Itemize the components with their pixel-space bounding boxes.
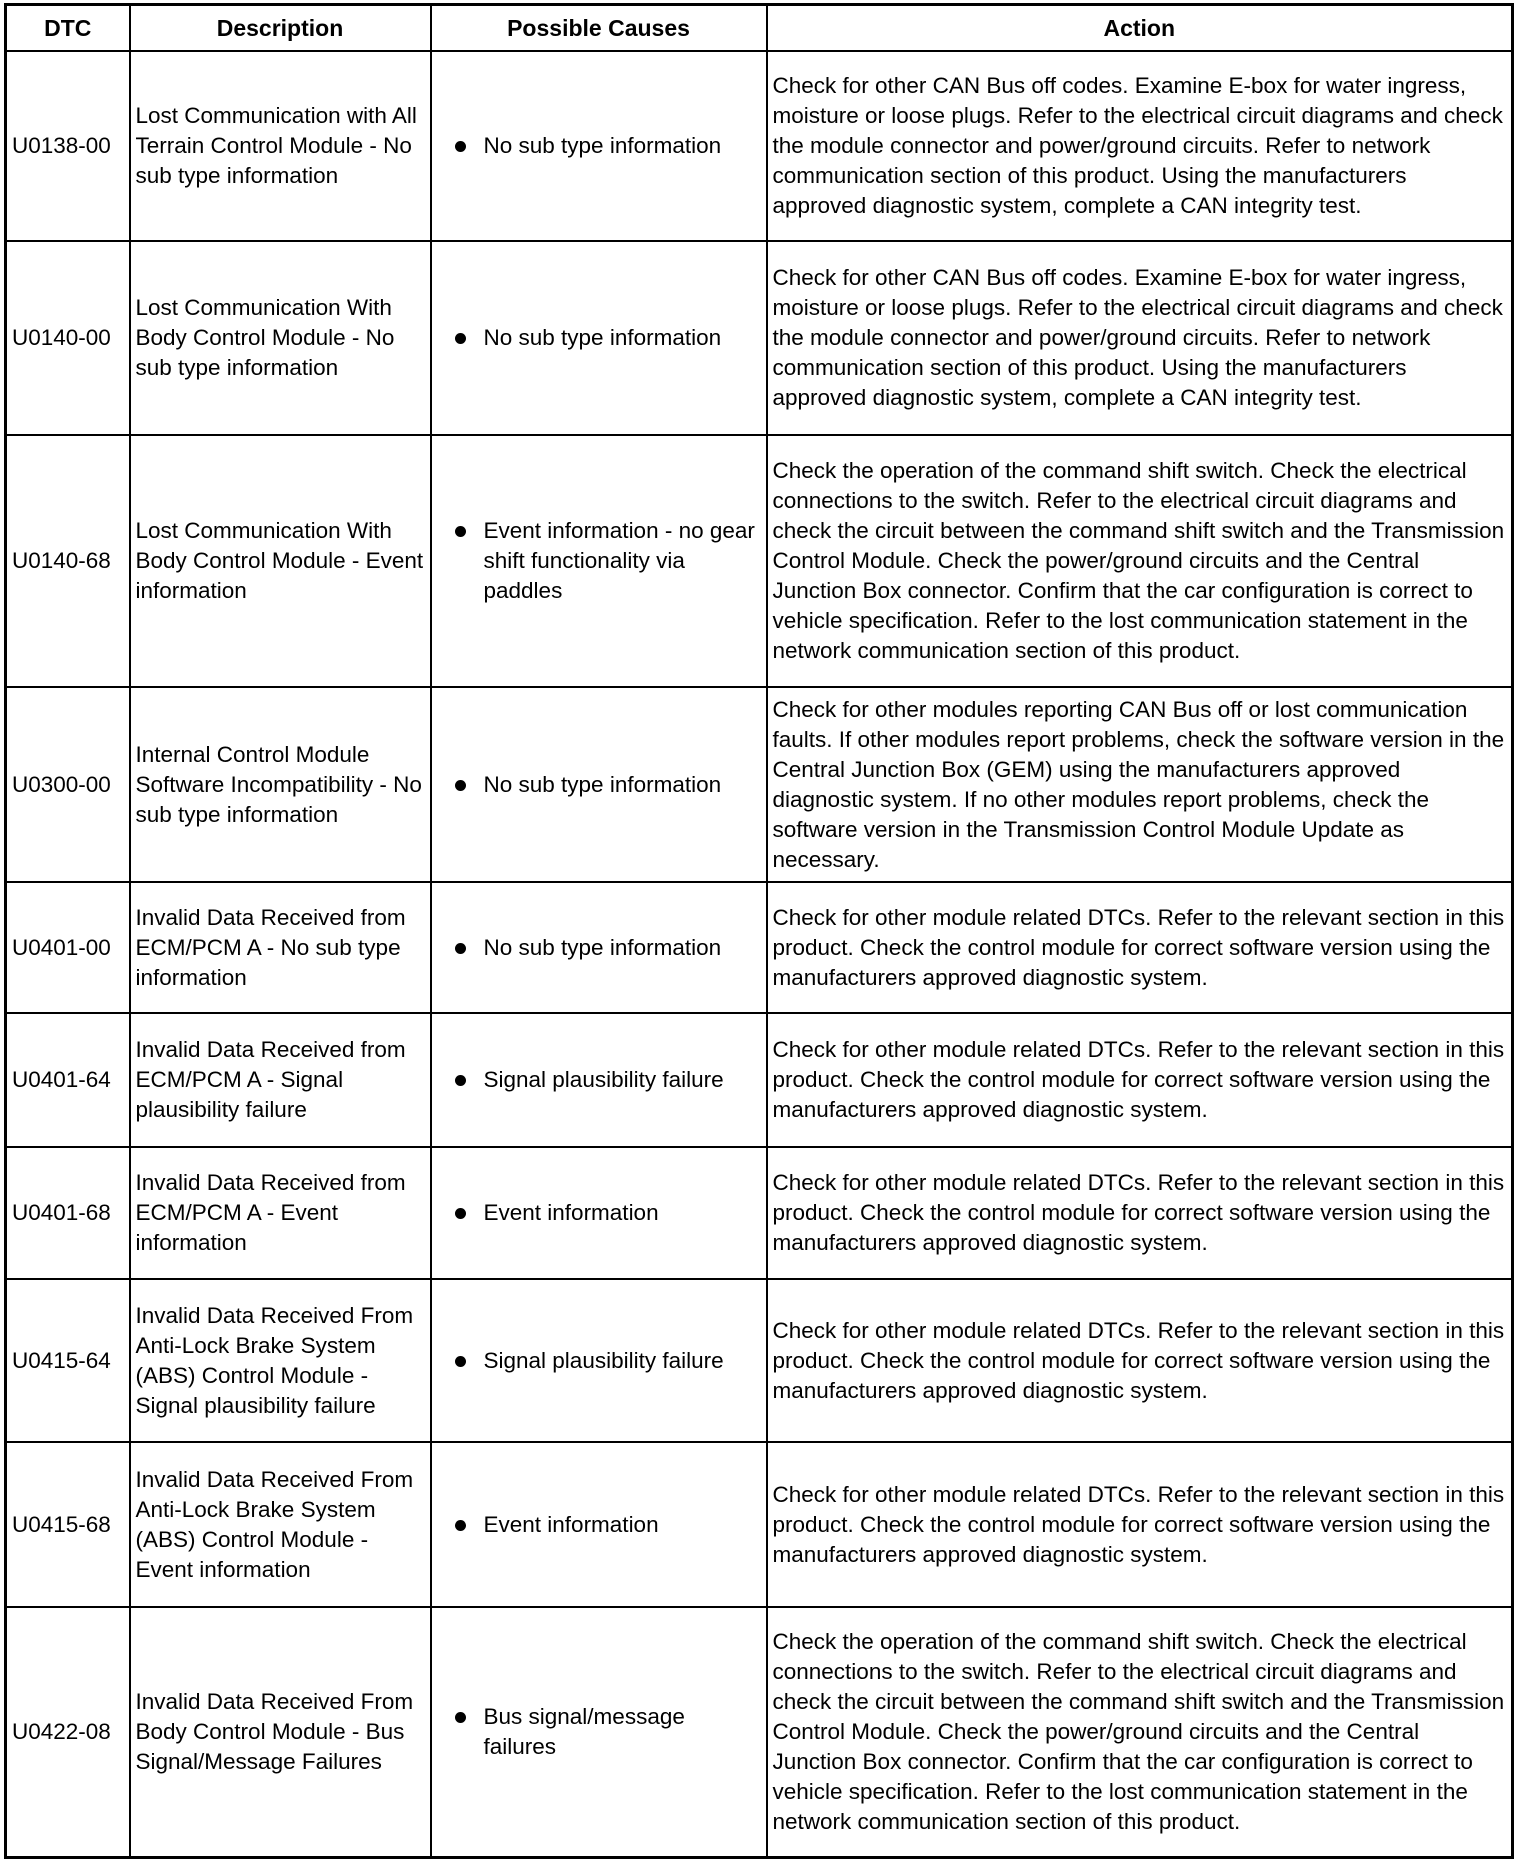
possible-cause: Signal plausibility failure [483,1347,724,1373]
dtc-code: U0401-68 [6,1147,130,1279]
table-row [6,1013,1513,1147]
bullet-icon [455,1712,466,1723]
bullet-icon [455,943,466,954]
action: Check the operation of the command shift switch. Check the electrical connections to the switch. Refer to the electrical circuit diagrams and check the circuit between the command shift switch and the Transmission Control Module. Check the power/ground circuits and the Central Junction Box connector. Confirm that the car configuration is correct to vehicle specification. Refer to the lost communication statement in the network communication section of this product. [767,1607,1513,1857]
action: Check for other module related DTCs. Refer to the relevant section in this product. Check the control module for correct software version using the manufacturers approved diagnostic system. [767,1147,1513,1279]
dtc-code: U0140-68 [6,435,130,687]
possible-cause: Event information - no gear shift functionality via paddles [483,518,755,603]
bullet-icon [455,1208,466,1219]
action: Check for other CAN Bus off codes. Examine E-box for water ingress, moisture or loose plugs. Refer to the electrical circuit diagrams and check the module connector and power/ground circuits. Refer to network communication section of this product. Using the manufacturers approved diagnostic system, complete a CAN integrity test. [767,51,1513,241]
bullet-icon [455,1075,466,1086]
bullet-icon [455,141,466,152]
header-dtc: DTC [6,5,130,52]
action: Check for other module related DTCs. Refer to the relevant section in this product. Check the control module for correct software version using the manufacturers approved diagnostic system. [767,882,1513,1013]
table-row [6,1279,1513,1442]
table-row [6,1147,1513,1279]
dtc-code: U0138-00 [6,51,130,241]
possible-cause-cell [431,1442,767,1607]
possible-cause-cell [431,1013,767,1147]
table-row [6,687,1513,882]
action: Check the operation of the command shift switch. Check the electrical connections to the switch. Refer to the electrical circuit diagrams and check the circuit between the command shift switch and the Transmission Control Module. Check the power/ground circuits and the Central Junction Box connector. Confirm that the car configuration is correct to vehicle specification. Refer to the lost communication statement in the network communication section of this product. [767,435,1513,687]
description: Invalid Data Received From Anti-Lock Brake System (ABS) Control Module - Signal plausibility failure [130,1279,431,1442]
dtc-code: U0140-00 [6,241,130,435]
bullet-icon [455,1356,466,1367]
action: Check for other module related DTCs. Refer to the relevant section in this product. Check the control module for correct software version using the manufacturers approved diagnostic system. [767,1013,1513,1147]
header-row [6,5,1513,52]
dtc-table [4,3,1514,1859]
description: Invalid Data Received From Body Control Module - Bus Signal/Message Failures [130,1607,431,1857]
bullet-icon [455,780,466,791]
description: Lost Communication with All Terrain Control Module - No sub type information [130,51,431,241]
possible-cause-cell [431,51,767,241]
possible-cause-cell [431,687,767,882]
dtc-code: U0401-00 [6,882,130,1013]
possible-cause-cell [431,435,767,687]
dtc-code: U0422-08 [6,1607,130,1857]
possible-cause: No sub type information [483,133,722,158]
description: Invalid Data Received from ECM/PCM A - Signal plausibility failure [130,1013,431,1147]
action: Check for other module related DTCs. Refer to the relevant section in this product. Check the control module for correct software version using the manufacturers approved diagnostic system. [767,1442,1513,1607]
table-row [6,435,1513,687]
table-row [6,241,1513,435]
possible-cause: Event information [483,1511,659,1537]
table-row [6,882,1513,1013]
description: Internal Control Module Software Incompatibility - No sub type information [130,687,431,882]
description: Invalid Data Received From Anti-Lock Brake System (ABS) Control Module - Event information [130,1442,431,1607]
bullet-icon [455,1520,466,1531]
table-body [6,51,1513,1857]
description: Invalid Data Received from ECM/PCM A - No sub type information [130,882,431,1013]
table-row [6,1442,1513,1607]
table-row [6,1607,1513,1857]
possible-cause: Event information [483,1200,659,1225]
table-row [6,51,1513,241]
action: Check for other modules reporting CAN Bus off or lost communication faults. If other modules report problems, check the software version in the Central Junction Box (GEM) using the manufacturers approved diagnostic system. If no other modules report problems, check the software version in the Transmission Control Module Update as necessary. [767,687,1513,882]
dtc-code: U0300-00 [6,687,130,882]
description: Lost Communication With Body Control Module - No sub type information [130,241,431,435]
description: Lost Communication With Body Control Module - Event information [130,435,431,687]
possible-cause-cell [431,1607,767,1857]
description: Invalid Data Received from ECM/PCM A - Event information [130,1147,431,1279]
header-action: Action [767,5,1513,52]
possible-cause: No sub type information [483,771,722,797]
possible-cause: Signal plausibility failure [483,1067,724,1092]
action: Check for other CAN Bus off codes. Examine E-box for water ingress, moisture or loose plugs. Refer to the electrical circuit diagrams and check the module connector and power/ground circuits. Refer to network communication section of this product. Using the manufacturers approved diagnostic system, complete a CAN integrity test. [767,241,1513,435]
dtc-code: U0401-64 [6,1013,130,1147]
possible-cause-cell [431,882,767,1013]
bullet-icon [455,333,466,344]
dtc-code: U0415-68 [6,1442,130,1607]
action: Check for other module related DTCs. Refer to the relevant section in this product. Check the control module for correct software version using the manufacturers approved diagnostic system. [767,1279,1513,1442]
possible-cause-cell [431,1279,767,1442]
possible-cause-cell [431,1147,767,1279]
possible-cause: Bus signal/message failures [483,1703,685,1759]
header-description: Description [130,5,431,52]
possible-cause-cell [431,241,767,435]
bullet-icon [455,526,466,537]
header-possible-causes: Possible Causes [431,5,767,52]
dtc-code: U0415-64 [6,1279,130,1442]
possible-cause: No sub type information [483,934,722,960]
possible-cause: No sub type information [483,325,722,350]
